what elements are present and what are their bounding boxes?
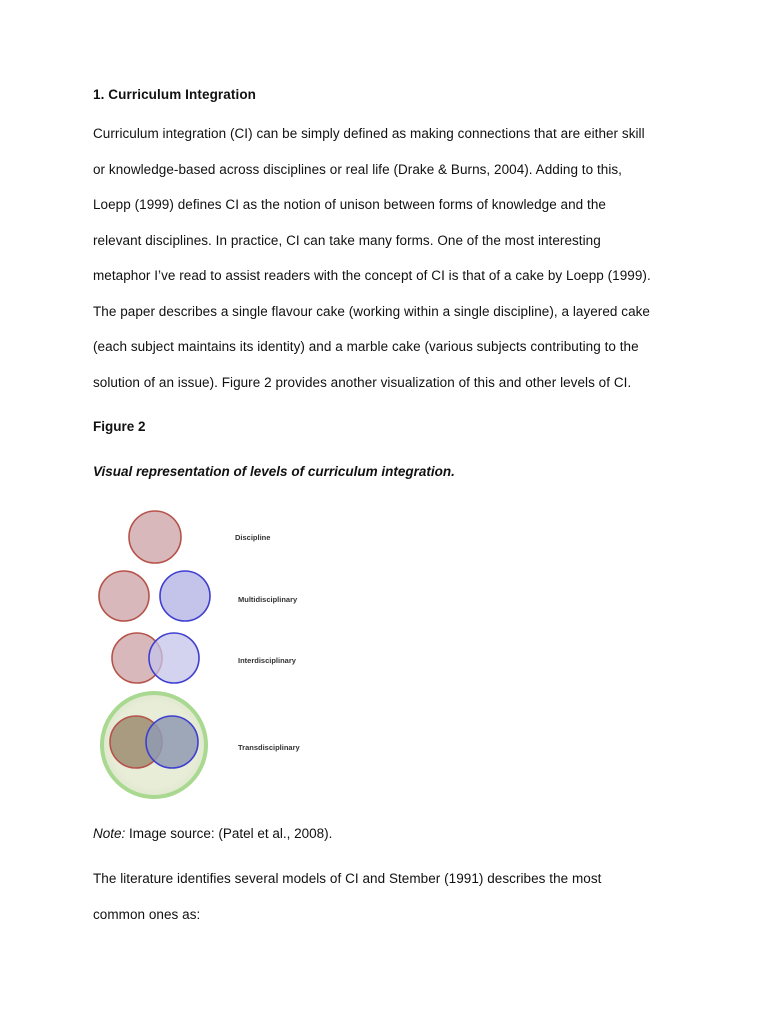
- discipline-label: Discipline: [235, 533, 271, 542]
- paragraph-line: metaphor I’ve read to assist readers with the concept of CI is that of a cake by Loepp (1999).: [93, 268, 651, 283]
- multidisciplinary-red-circle: [99, 571, 149, 621]
- multidisciplinary-blue-circle: [160, 571, 210, 621]
- note-text: Image source: (Patel et al., 2008).: [125, 826, 333, 841]
- paragraph-line: solution of an issue). Figure 2 provides another visualization of this and other levels of CI.: [93, 374, 632, 390]
- paragraph-line: common ones as:: [93, 906, 201, 922]
- figure-note: [93, 826, 332, 841]
- paragraph-line: Curriculum integration (CI) can be simply defined as making connections that are either skill: [93, 126, 645, 141]
- figure-caption: Visual representation of levels of curriculum integration.: [93, 464, 455, 479]
- paragraph-line: Loepp (1999) defines CI as the notion of unison between forms of knowledge and the: [93, 197, 606, 212]
- note-label: Note:: [93, 826, 126, 841]
- paragraph-line: The literature identifies several models of CI and Stember (1991) describes the most: [93, 871, 602, 886]
- transdisciplinary-diagram: [102, 693, 301, 797]
- interdisciplinary-label: Interdisciplinary: [238, 656, 296, 665]
- paragraph-line: (each subject maintains its identity) and a marble cake (various subjects contributing to the: [93, 339, 639, 354]
- paragraph-line: or knowledge-based across disciplines or real life (Drake & Burns, 2004). Adding to this,: [93, 161, 622, 177]
- interdisciplinary-blue-circle: [149, 633, 199, 683]
- transdisciplinary-label: Transdisciplinary: [238, 743, 300, 752]
- paragraph-line: relevant disciplines. In practice, CI can take many forms. One of the most interesting: [93, 232, 601, 248]
- interdisciplinary-diagram: [112, 633, 297, 683]
- transdisciplinary-blue-circle: [146, 716, 198, 768]
- section-heading: 1. Curriculum Integration: [93, 87, 257, 102]
- discipline-circle: [129, 511, 181, 563]
- paragraph-line: The paper describes a single flavour cake (working within a single discipline), a layered cake: [93, 303, 650, 319]
- figure-label: Figure 2: [93, 419, 146, 434]
- multidisciplinary-diagram: [99, 571, 298, 621]
- discipline-diagram: [129, 511, 270, 563]
- multidisciplinary-label: Multidisciplinary: [238, 595, 298, 604]
- ci-levels-figure: [90, 505, 330, 805]
